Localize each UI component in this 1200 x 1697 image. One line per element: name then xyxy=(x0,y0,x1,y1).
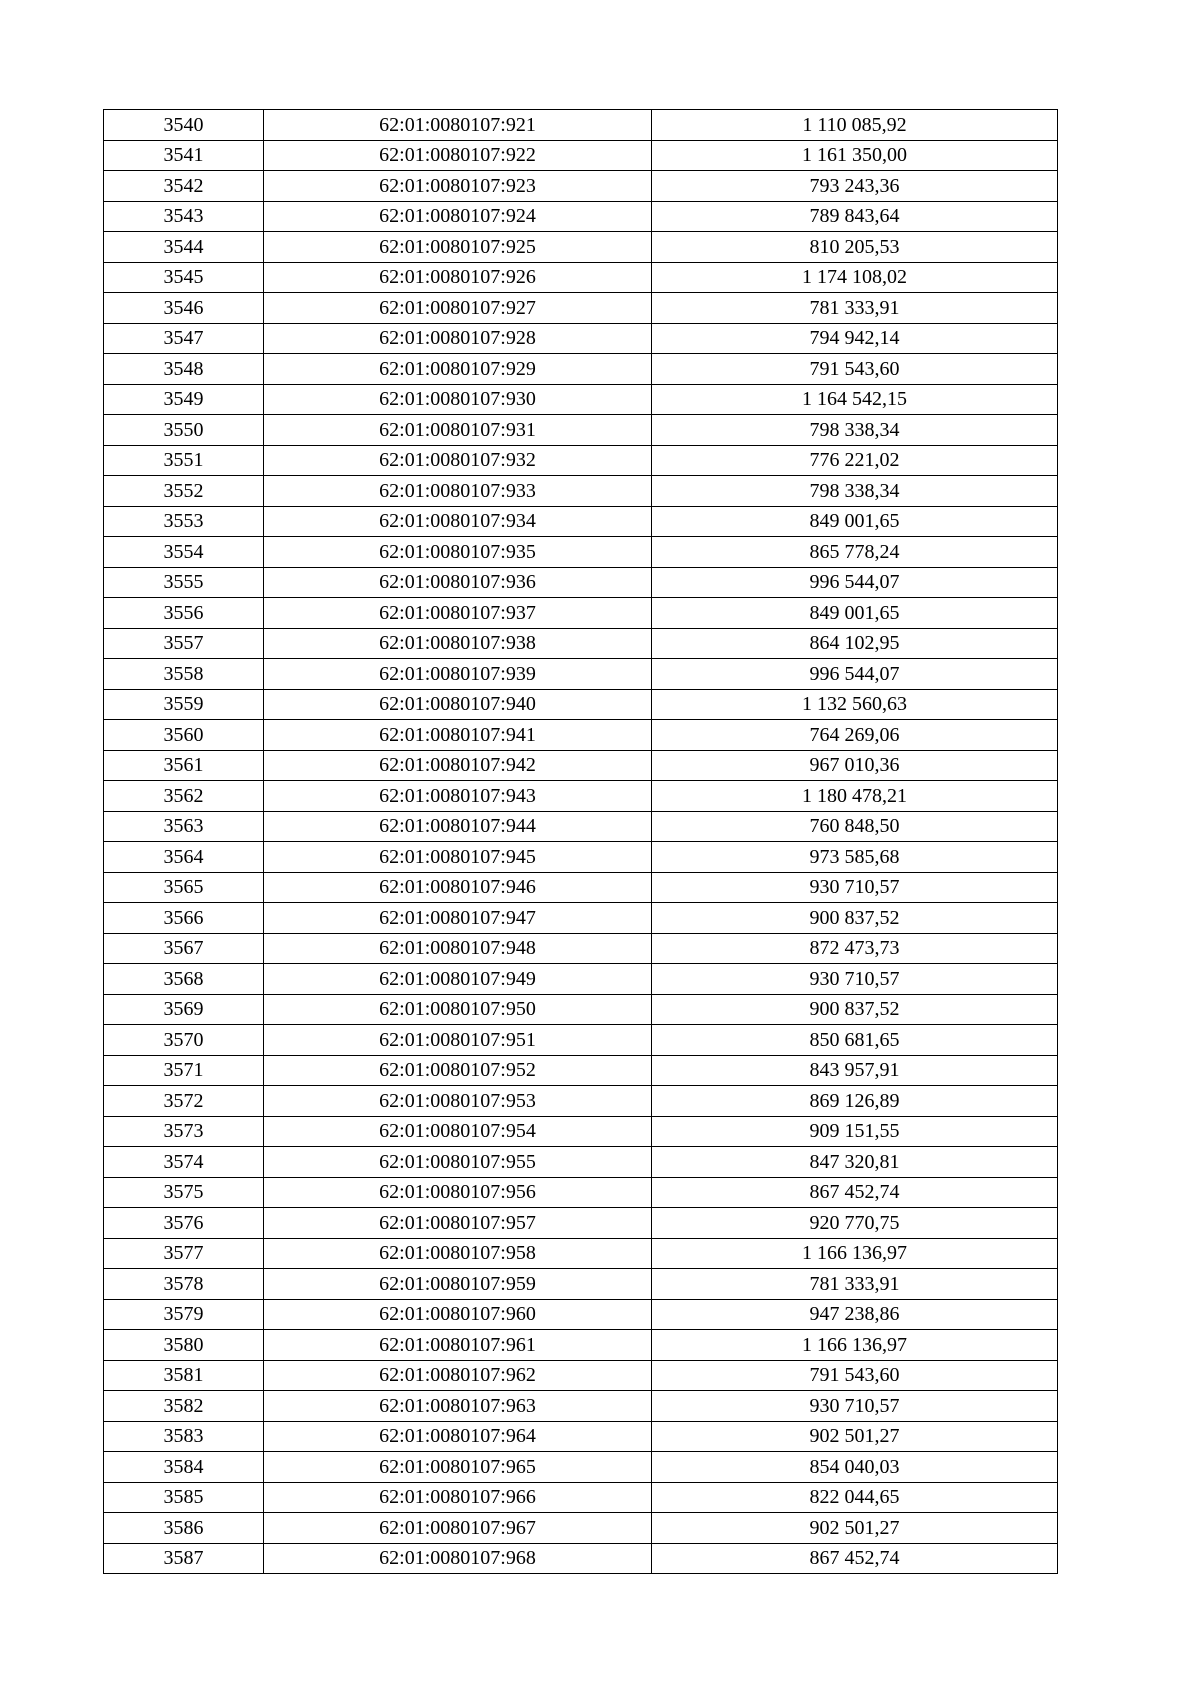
value-cell: 900 837,52 xyxy=(652,903,1058,934)
value-cell: 872 473,73 xyxy=(652,933,1058,964)
cadastral-number-cell: 62:01:0080107:928 xyxy=(264,323,652,354)
table-row xyxy=(104,598,1058,629)
table-row xyxy=(104,110,1058,141)
cadastral-number-cell: 62:01:0080107:929 xyxy=(264,354,652,385)
table-row xyxy=(104,781,1058,812)
table-row xyxy=(104,1238,1058,1269)
row-number-cell: 3549 xyxy=(104,384,264,415)
table-row xyxy=(104,689,1058,720)
table-row xyxy=(104,1391,1058,1422)
row-number-cell: 3575 xyxy=(104,1177,264,1208)
row-number-cell: 3570 xyxy=(104,1025,264,1056)
table-row xyxy=(104,1513,1058,1544)
row-number-cell: 3577 xyxy=(104,1238,264,1269)
value-cell: 1 132 560,63 xyxy=(652,689,1058,720)
cadastral-number-cell: 62:01:0080107:962 xyxy=(264,1360,652,1391)
value-cell: 947 238,86 xyxy=(652,1299,1058,1330)
row-number-cell: 3580 xyxy=(104,1330,264,1361)
row-number-cell: 3571 xyxy=(104,1055,264,1086)
table-row xyxy=(104,384,1058,415)
value-cell: 867 452,74 xyxy=(652,1177,1058,1208)
row-number-cell: 3581 xyxy=(104,1360,264,1391)
row-number-cell: 3560 xyxy=(104,720,264,751)
value-cell: 930 710,57 xyxy=(652,1391,1058,1422)
value-cell: 1 164 542,15 xyxy=(652,384,1058,415)
table-row xyxy=(104,567,1058,598)
cadastral-number-cell: 62:01:0080107:921 xyxy=(264,110,652,141)
cadastral-number-cell: 62:01:0080107:961 xyxy=(264,1330,652,1361)
table-row xyxy=(104,903,1058,934)
row-number-cell: 3586 xyxy=(104,1513,264,1544)
row-number-cell: 3562 xyxy=(104,781,264,812)
table-row xyxy=(104,445,1058,476)
cadastral-number-cell: 62:01:0080107:940 xyxy=(264,689,652,720)
table-row xyxy=(104,1147,1058,1178)
row-number-cell: 3553 xyxy=(104,506,264,537)
cadastral-number-cell: 62:01:0080107:922 xyxy=(264,140,652,171)
value-cell: 1 110 085,92 xyxy=(652,110,1058,141)
value-cell: 930 710,57 xyxy=(652,872,1058,903)
value-cell: 902 501,27 xyxy=(652,1513,1058,1544)
row-number-cell: 3541 xyxy=(104,140,264,171)
row-number-cell: 3568 xyxy=(104,964,264,995)
value-cell: 794 942,14 xyxy=(652,323,1058,354)
cadastral-number-cell: 62:01:0080107:946 xyxy=(264,872,652,903)
row-number-cell: 3546 xyxy=(104,293,264,324)
table-row xyxy=(104,476,1058,507)
table-row xyxy=(104,628,1058,659)
value-cell: 854 040,03 xyxy=(652,1452,1058,1483)
row-number-cell: 3569 xyxy=(104,994,264,1025)
table-row xyxy=(104,842,1058,873)
value-cell: 1 180 478,21 xyxy=(652,781,1058,812)
row-number-cell: 3563 xyxy=(104,811,264,842)
row-number-cell: 3574 xyxy=(104,1147,264,1178)
value-cell: 902 501,27 xyxy=(652,1421,1058,1452)
row-number-cell: 3543 xyxy=(104,201,264,232)
cadastral-number-cell: 62:01:0080107:934 xyxy=(264,506,652,537)
value-cell: 791 543,60 xyxy=(652,354,1058,385)
value-cell: 973 585,68 xyxy=(652,842,1058,873)
row-number-cell: 3576 xyxy=(104,1208,264,1239)
cadastral-number-cell: 62:01:0080107:948 xyxy=(264,933,652,964)
row-number-cell: 3579 xyxy=(104,1299,264,1330)
table-row xyxy=(104,1116,1058,1147)
table-row xyxy=(104,1177,1058,1208)
row-number-cell: 3558 xyxy=(104,659,264,690)
row-number-cell: 3554 xyxy=(104,537,264,568)
value-cell: 920 770,75 xyxy=(652,1208,1058,1239)
value-cell: 798 338,34 xyxy=(652,476,1058,507)
cadastral-number-cell: 62:01:0080107:944 xyxy=(264,811,652,842)
row-number-cell: 3542 xyxy=(104,171,264,202)
cadastral-value-table xyxy=(103,109,1058,1574)
cadastral-number-cell: 62:01:0080107:960 xyxy=(264,1299,652,1330)
value-cell: 1 161 350,00 xyxy=(652,140,1058,171)
row-number-cell: 3555 xyxy=(104,567,264,598)
value-cell: 967 010,36 xyxy=(652,750,1058,781)
value-cell: 996 544,07 xyxy=(652,659,1058,690)
table-row xyxy=(104,232,1058,263)
value-cell: 849 001,65 xyxy=(652,598,1058,629)
table-row xyxy=(104,811,1058,842)
row-number-cell: 3551 xyxy=(104,445,264,476)
row-number-cell: 3557 xyxy=(104,628,264,659)
table-row xyxy=(104,506,1058,537)
table-row xyxy=(104,1330,1058,1361)
cadastral-number-cell: 62:01:0080107:936 xyxy=(264,567,652,598)
table-row xyxy=(104,262,1058,293)
table-body xyxy=(104,110,1058,1574)
table-row xyxy=(104,933,1058,964)
value-cell: 909 151,55 xyxy=(652,1116,1058,1147)
cadastral-number-cell: 62:01:0080107:924 xyxy=(264,201,652,232)
cadastral-number-cell: 62:01:0080107:923 xyxy=(264,171,652,202)
table-row xyxy=(104,720,1058,751)
value-cell: 793 243,36 xyxy=(652,171,1058,202)
value-cell: 865 778,24 xyxy=(652,537,1058,568)
cadastral-number-cell: 62:01:0080107:966 xyxy=(264,1482,652,1513)
row-number-cell: 3540 xyxy=(104,110,264,141)
table-row xyxy=(104,1421,1058,1452)
row-number-cell: 3550 xyxy=(104,415,264,446)
value-cell: 900 837,52 xyxy=(652,994,1058,1025)
cadastral-number-cell: 62:01:0080107:964 xyxy=(264,1421,652,1452)
cadastral-number-cell: 62:01:0080107:925 xyxy=(264,232,652,263)
cadastral-number-cell: 62:01:0080107:959 xyxy=(264,1269,652,1300)
value-cell: 789 843,64 xyxy=(652,201,1058,232)
table-row xyxy=(104,171,1058,202)
value-cell: 1 166 136,97 xyxy=(652,1238,1058,1269)
cadastral-number-cell: 62:01:0080107:968 xyxy=(264,1543,652,1574)
row-number-cell: 3561 xyxy=(104,750,264,781)
row-number-cell: 3582 xyxy=(104,1391,264,1422)
table-row xyxy=(104,1055,1058,1086)
table-row xyxy=(104,323,1058,354)
cadastral-number-cell: 62:01:0080107:950 xyxy=(264,994,652,1025)
row-number-cell: 3564 xyxy=(104,842,264,873)
table-row xyxy=(104,140,1058,171)
table-row xyxy=(104,201,1058,232)
row-number-cell: 3556 xyxy=(104,598,264,629)
value-cell: 996 544,07 xyxy=(652,567,1058,598)
value-cell: 781 333,91 xyxy=(652,1269,1058,1300)
row-number-cell: 3559 xyxy=(104,689,264,720)
row-number-cell: 3544 xyxy=(104,232,264,263)
cadastral-number-cell: 62:01:0080107:945 xyxy=(264,842,652,873)
table-row xyxy=(104,1208,1058,1239)
row-number-cell: 3565 xyxy=(104,872,264,903)
row-number-cell: 3552 xyxy=(104,476,264,507)
cadastral-number-cell: 62:01:0080107:937 xyxy=(264,598,652,629)
value-cell: 764 269,06 xyxy=(652,720,1058,751)
table-row xyxy=(104,415,1058,446)
table-row xyxy=(104,1360,1058,1391)
table-row xyxy=(104,537,1058,568)
table-row xyxy=(104,1269,1058,1300)
value-cell: 850 681,65 xyxy=(652,1025,1058,1056)
cadastral-number-cell: 62:01:0080107:955 xyxy=(264,1147,652,1178)
table-row xyxy=(104,1543,1058,1574)
table-row xyxy=(104,750,1058,781)
cadastral-number-cell: 62:01:0080107:951 xyxy=(264,1025,652,1056)
value-cell: 822 044,65 xyxy=(652,1482,1058,1513)
row-number-cell: 3584 xyxy=(104,1452,264,1483)
value-cell: 869 126,89 xyxy=(652,1086,1058,1117)
row-number-cell: 3573 xyxy=(104,1116,264,1147)
cadastral-number-cell: 62:01:0080107:949 xyxy=(264,964,652,995)
table-row xyxy=(104,659,1058,690)
row-number-cell: 3566 xyxy=(104,903,264,934)
cadastral-number-cell: 62:01:0080107:938 xyxy=(264,628,652,659)
cadastral-number-cell: 62:01:0080107:965 xyxy=(264,1452,652,1483)
cadastral-number-cell: 62:01:0080107:963 xyxy=(264,1391,652,1422)
value-cell: 760 848,50 xyxy=(652,811,1058,842)
table-row xyxy=(104,872,1058,903)
table-row xyxy=(104,1086,1058,1117)
value-cell: 930 710,57 xyxy=(652,964,1058,995)
row-number-cell: 3547 xyxy=(104,323,264,354)
value-cell: 843 957,91 xyxy=(652,1055,1058,1086)
table-row xyxy=(104,293,1058,324)
cadastral-number-cell: 62:01:0080107:939 xyxy=(264,659,652,690)
cadastral-number-cell: 62:01:0080107:967 xyxy=(264,1513,652,1544)
cadastral-number-cell: 62:01:0080107:931 xyxy=(264,415,652,446)
value-cell: 781 333,91 xyxy=(652,293,1058,324)
row-number-cell: 3545 xyxy=(104,262,264,293)
row-number-cell: 3578 xyxy=(104,1269,264,1300)
table-row xyxy=(104,964,1058,995)
value-cell: 798 338,34 xyxy=(652,415,1058,446)
row-number-cell: 3572 xyxy=(104,1086,264,1117)
table-row xyxy=(104,1452,1058,1483)
cadastral-number-cell: 62:01:0080107:935 xyxy=(264,537,652,568)
cadastral-number-cell: 62:01:0080107:956 xyxy=(264,1177,652,1208)
table-row xyxy=(104,1482,1058,1513)
row-number-cell: 3585 xyxy=(104,1482,264,1513)
value-cell: 849 001,65 xyxy=(652,506,1058,537)
cadastral-number-cell: 62:01:0080107:952 xyxy=(264,1055,652,1086)
table-row xyxy=(104,1025,1058,1056)
cadastral-number-cell: 62:01:0080107:930 xyxy=(264,384,652,415)
value-cell: 1 166 136,97 xyxy=(652,1330,1058,1361)
cadastral-number-cell: 62:01:0080107:954 xyxy=(264,1116,652,1147)
table-row xyxy=(104,994,1058,1025)
table-row xyxy=(104,1299,1058,1330)
row-number-cell: 3548 xyxy=(104,354,264,385)
cadastral-number-cell: 62:01:0080107:958 xyxy=(264,1238,652,1269)
value-cell: 1 174 108,02 xyxy=(652,262,1058,293)
cadastral-number-cell: 62:01:0080107:942 xyxy=(264,750,652,781)
cadastral-number-cell: 62:01:0080107:953 xyxy=(264,1086,652,1117)
value-cell: 810 205,53 xyxy=(652,232,1058,263)
value-cell: 791 543,60 xyxy=(652,1360,1058,1391)
value-cell: 867 452,74 xyxy=(652,1543,1058,1574)
row-number-cell: 3583 xyxy=(104,1421,264,1452)
row-number-cell: 3587 xyxy=(104,1543,264,1574)
cadastral-number-cell: 62:01:0080107:957 xyxy=(264,1208,652,1239)
cadastral-number-cell: 62:01:0080107:943 xyxy=(264,781,652,812)
cadastral-number-cell: 62:01:0080107:947 xyxy=(264,903,652,934)
value-cell: 776 221,02 xyxy=(652,445,1058,476)
cadastral-number-cell: 62:01:0080107:941 xyxy=(264,720,652,751)
cadastral-number-cell: 62:01:0080107:926 xyxy=(264,262,652,293)
cadastral-number-cell: 62:01:0080107:927 xyxy=(264,293,652,324)
value-cell: 847 320,81 xyxy=(652,1147,1058,1178)
cadastral-number-cell: 62:01:0080107:933 xyxy=(264,476,652,507)
row-number-cell: 3567 xyxy=(104,933,264,964)
cadastral-number-cell: 62:01:0080107:932 xyxy=(264,445,652,476)
table-row xyxy=(104,354,1058,385)
value-cell: 864 102,95 xyxy=(652,628,1058,659)
